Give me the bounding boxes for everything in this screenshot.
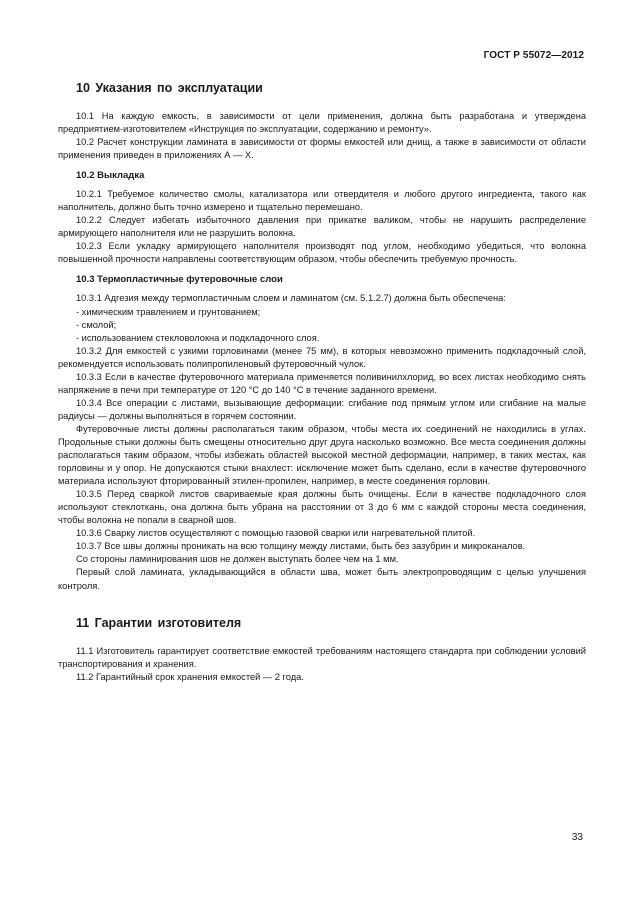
list-item-etching: - химическим травлением и грунтованием; — [76, 306, 261, 317]
paragraph-10-3-7: 10.3.7 Все швы должны проникать на всю толщину между листами, быть без зазубрин и микроканалов. — [76, 541, 526, 552]
subsection-10-3-title: 10.3 Термопластичные футеровочные слои — [76, 274, 283, 286]
page-content — [58, 80, 586, 684]
section-10-title: 10 Указания по эксплуатации — [76, 81, 263, 95]
subsection-10-2-title: 10.2 Выкладка — [76, 170, 145, 182]
page-number: 33 — [571, 832, 583, 843]
paragraph-10-3-6: 10.3.6 Сварку листов осуществляют с помощью газовой сварки или нагревательной плитой. — [76, 528, 476, 539]
list-item-fiberglass: - использованием стекловолокна и подкладочного слоя. — [76, 332, 320, 343]
paragraph-10-3-2: 10.3.2 Для емкостей с узкими горловинами (менее 75 мм), в которых невозможно применить подкладочный слой, рекомендуется использовать полипропиленовый футеровочный чулок. — [58, 345, 586, 369]
paragraph-10-2-1: 10.2.1 Требуемое количество смолы, катализатора или отвердителя и любого другого ингредиента, такого как наполнитель, должно быть точно измерено и тщательно перемешано. — [58, 189, 586, 213]
paragraph-10-3-5: 10.3.5 Перед сваркой листов свариваемые края должны быть очищены. Если в качестве подкладочного слоя используют стеклоткань, она должна быть убрана на расстоянии от 3 до 6 мм с каждой стороны места соединения, чтобы волокна не попали в сварной шов. — [58, 489, 586, 526]
paragraph-seam-protrusion: Со стороны ламинирования шов не должен выступать более чем на 1 мм. — [76, 554, 399, 565]
paragraph-first-layer: Первый слой ламината, укладывающийся в области шва, может быть электропроводящим с целью улучшения контроля. — [58, 567, 586, 591]
section-11-title: 11 Гарантии изготовителя — [76, 615, 242, 630]
paragraph-11-2: 11.2 Гарантийный срок хранения емкостей — 2 года. — [76, 671, 304, 682]
paragraph-10-3-3: 10.3.3 Если в качестве футеровочного материала применяется поливинилхлорид, во всех листах необходимо снять напряжение в печи при температуре от 120 °С до 140 °С в течение заданного времени. — [58, 371, 586, 395]
list-item-resin: - смолой; — [76, 319, 117, 330]
paragraph-lining-sheets: Футеровочные листы должны располагаться таким образом, чтобы места их соединений не находились в углах. Продольные стыки должны быть смещены относительно друг друга насколько возможно. Все места соединения должны располагаться таким образом, чтобы избежать областей высокой местной деформации, например, в таких местах, как горловины и у опор. Не допускаются стыки внахлест: исключение может быть сделано, если в качестве футеровочного материала используют фторированный этилен-пропилен, например, в месте соединения горловин. — [58, 423, 586, 487]
paragraph-10-3-4: 10.3.4 Все операции с листами, вызывающие деформации: сгибание под прямым углом или сгибание на малые радиусы — должны выполняться в горячем состоянии. — [58, 397, 586, 421]
standard-code: ГОСТ Р 55072—2012 — [483, 50, 584, 61]
paragraph-10-3-1: 10.3.1 Адгезия между термопластичным слоем и ламинатом (см. 5.1.2.7) должна быть обеспечена: — [76, 293, 506, 304]
paragraph-10-1: 10.1 На каждую емкость, в зависимости от цели применения, должна быть разработана и утверждена предприятием-изготовителем «Инструкция по эксплуатации, содержанию и ремонту». — [58, 111, 586, 135]
paragraph-11-1: 11.1 Изготовитель гарантирует соответствие емкостей требованиям настоящего стандарта при соблюдении условий транспортирования и хранения. — [58, 645, 586, 669]
paragraph-10-2-2: 10.2.2 Следует избегать избыточного давления при прикатке валиком, чтобы не нарушить распределение армирующего наполнителя или не разрушить волокна. — [58, 215, 586, 239]
paragraph-10-2: 10.2 Расчет конструкции ламината в зависимости от формы емкостей или днищ, а также в зависимости от области применения приведен в приложениях А — X. — [58, 137, 586, 161]
paragraph-10-2-3: 10.2.3 Если укладку армирующего наполнителя производят под углом, необходимо убедиться, что волокна повышенной прочности направлены соответствующим образом, чтобы обеспечить требуемую прочность. — [58, 241, 586, 265]
